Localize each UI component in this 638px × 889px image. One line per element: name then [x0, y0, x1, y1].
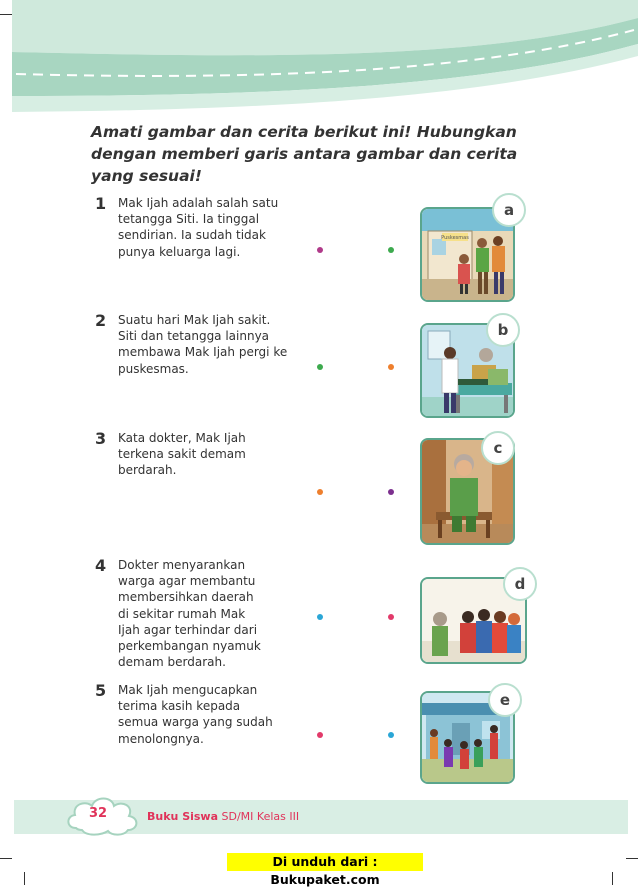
connect-dot-right[interactable] [388, 364, 394, 370]
connect-dot-left[interactable] [317, 732, 323, 738]
item-number: 2 [95, 311, 107, 330]
picture-label-badge: b [486, 313, 520, 347]
connect-dot-left[interactable] [317, 247, 323, 253]
connect-dot-right[interactable] [388, 614, 394, 620]
connect-dot-left[interactable] [317, 364, 323, 370]
item-text: Kata dokter, Mak Ijah terkena sakit demam berdarah. [118, 431, 246, 478]
picture-label-badge: a [492, 193, 526, 227]
page-number: 32 [88, 806, 108, 821]
item-text: Suatu hari Mak Ijah sakit. Siti dan tetangga lainnya membawa Mak Ijah pergi ke puskesmas. [118, 313, 288, 376]
crop-mark [24, 872, 25, 885]
puskesmas-sign: Puskesmas [441, 235, 469, 241]
item-number: 5 [95, 681, 107, 700]
picture-label-badge: c [481, 431, 515, 465]
crop-mark [0, 14, 12, 15]
crop-mark [626, 858, 638, 859]
item-text: Mak Ijah mengucapkan terima kasih kepada semua warga yang sudah menolongnya. [118, 683, 273, 746]
connect-dot-right[interactable] [388, 489, 394, 495]
book-title-rest: SD/MI Kelas III [218, 810, 300, 823]
item-number: 3 [95, 429, 107, 448]
crop-mark [0, 858, 12, 859]
item-number: 4 [95, 556, 107, 575]
picture-label-badge: e [488, 683, 522, 717]
item-text: Dokter menyarankan warga agar membantu membersihkan daerah di sekitar rumah Mak Ijah agar terhindar dari perkembangan nyamuk demam berdarah. [118, 558, 261, 670]
connect-dot-right[interactable] [388, 732, 394, 738]
header-wave-band [12, 0, 638, 118]
connect-dot-left[interactable] [317, 614, 323, 620]
connect-dot-right[interactable] [388, 247, 394, 253]
item-number: 1 [95, 194, 107, 213]
instruction-heading: Amati gambar dan cerita berikut ini! Hubungkan dengan memberi garis antara gambar dan cerita yang sesuai! [91, 123, 518, 185]
crop-mark [612, 872, 613, 885]
download-source-note: Di unduh dari : Bukupaket.com [227, 853, 423, 871]
picture-label-badge: d [503, 567, 537, 601]
item-text: Mak Ijah adalah salah satu tetangga Siti. Ia tinggal sendirian. Ia sudah tidak punya keluarga lagi. [118, 196, 279, 259]
book-title-bold: Buku Siswa [147, 810, 219, 823]
connect-dot-left[interactable] [317, 489, 323, 495]
book-title [147, 810, 299, 823]
